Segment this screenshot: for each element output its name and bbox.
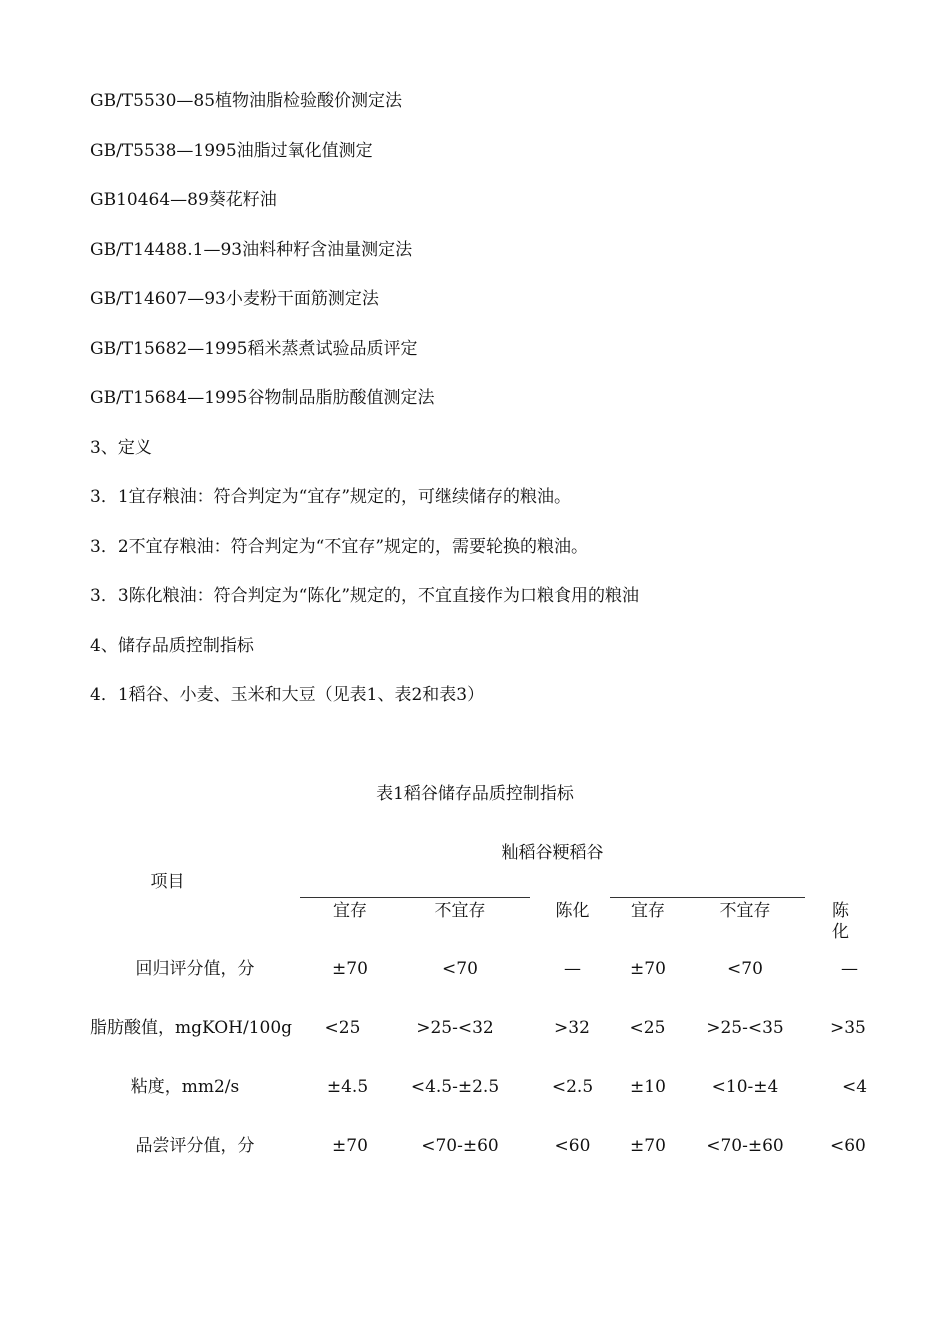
sub-header: 不宜存 — [434, 901, 486, 921]
section-heading: 4、储存品质控制指标 — [90, 636, 254, 656]
text-line: GB10464—89葵花籽油 — [90, 190, 277, 210]
table-cell: >35 — [830, 1018, 866, 1038]
text-line: GB/T15682—1995稻米蒸煮试验品质评定 — [90, 339, 418, 359]
table-cell: <25 — [324, 1018, 361, 1038]
table-cell: <70-±60 — [706, 1136, 784, 1156]
table-cell: <2.5 — [551, 1077, 594, 1097]
header-rule — [300, 897, 530, 898]
table-cell: ±10 — [630, 1077, 666, 1097]
row-label: 脂肪酸值，mgKOH/100g — [90, 1018, 293, 1038]
row-label: 粘度，mm2/s — [130, 1077, 240, 1097]
sub-header: 宜存 — [631, 901, 665, 921]
table-cell: — — [841, 959, 858, 979]
table-cell: <70 — [442, 959, 478, 979]
table-cell: — — [564, 959, 581, 979]
table-cell: ±4.5 — [326, 1077, 369, 1097]
sub-header: 宜存 — [333, 901, 367, 921]
table-cell: <70 — [727, 959, 763, 979]
table-cell: ±70 — [332, 1136, 368, 1156]
definition-line: 3．1宜存粮油：符合判定为“宜存”规定的，可继续储存的粮油。 — [90, 487, 572, 507]
sub-header: 陈化 — [555, 901, 590, 921]
header-rule — [610, 897, 805, 898]
table-cell: <70-±60 — [421, 1136, 499, 1156]
subsection-heading: 4．1稻谷、小麦、玉米和大豆（见表1、表2和表3） — [90, 685, 485, 705]
table-cell: ±70 — [630, 959, 666, 979]
text-line: GB/T15684—1995谷物制品脂肪酸值测定法 — [90, 388, 435, 408]
table-cell: >25-<35 — [706, 1018, 784, 1038]
table-cell: <10-±4 — [711, 1077, 779, 1097]
row-label: 回归评分值，分 — [135, 959, 255, 979]
table-cell: ±70 — [630, 1136, 666, 1156]
table-cell: <25 — [629, 1018, 666, 1038]
text-line: GB/T14488.1—93油料种籽含油量测定法 — [90, 240, 413, 260]
text-line: GB/T5530—85植物油脂检验酸价测定法 — [90, 91, 403, 111]
table-caption: 表1稻谷储存品质控制指标 — [376, 784, 574, 804]
table-item-header: 项目 — [150, 872, 185, 892]
table-group-header: 籼稻谷粳稻谷 — [501, 843, 604, 863]
sub-header: 不宜存 — [719, 901, 771, 921]
section-heading: 3、定义 — [90, 438, 152, 458]
text-line: GB/T5538—1995油脂过氧化值测定 — [90, 141, 373, 161]
table-cell: <60 — [554, 1136, 591, 1156]
table-cell: >32 — [554, 1018, 590, 1038]
table-cell: <4 — [842, 1077, 868, 1097]
table-cell: <4.5-±2.5 — [410, 1077, 500, 1097]
text-line: GB/T14607—93小麦粉干面筋测定法 — [90, 289, 379, 309]
table-cell: <60 — [830, 1136, 866, 1156]
definition-line: 3．3陈化粮油：符合判定为“陈化”规定的，不宜直接作为口粮食用的粮油 — [90, 586, 640, 606]
row-label: 品尝评分值，分 — [135, 1136, 255, 1156]
sub-header-wrapped: 陈化 — [832, 901, 849, 942]
table-cell: >25-<32 — [416, 1018, 494, 1038]
definition-line: 3．2不宜存粮油：符合判定为“不宜存”规定的，需要轮换的粮油。 — [90, 537, 589, 557]
table-cell: ±70 — [332, 959, 368, 979]
